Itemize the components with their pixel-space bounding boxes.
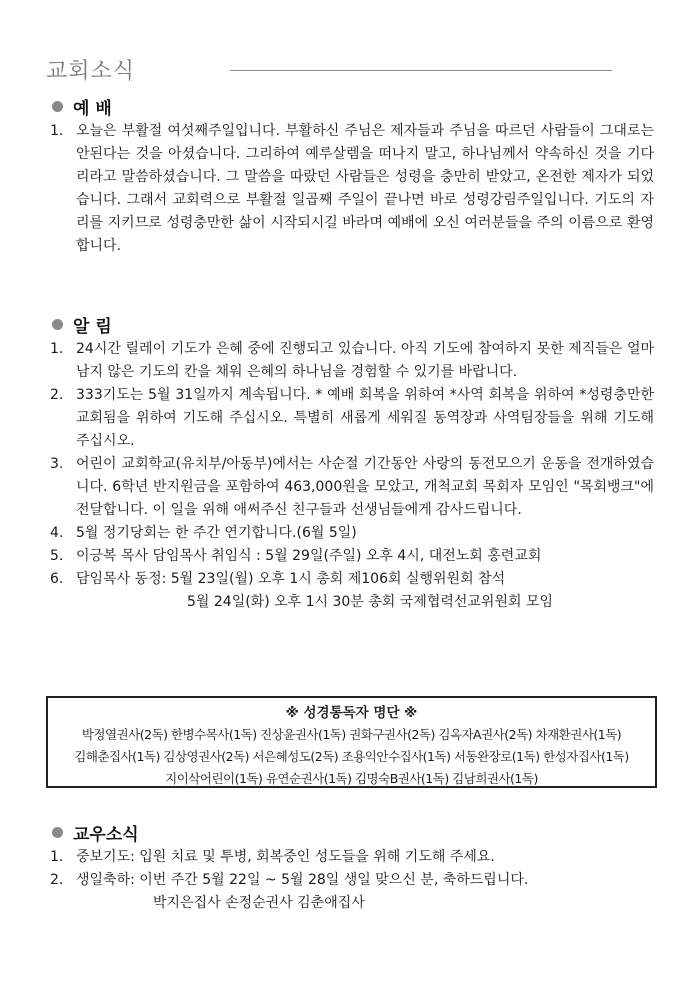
members-list [50,846,654,915]
list-item [50,120,654,258]
section-heading-members [52,820,139,845]
item-number: 3. [50,456,64,472]
worship-list [50,120,654,258]
list-item [50,846,654,869]
list-item [50,545,654,568]
item-text: 어린이 교회학교(유치부/아동부)에서는 사순절 기간동안 사랑의 동전모으기 운동을 전개하였습니다. 6학년 반지원금을 포함하여 463,000원을 모았고, 개척교회 목회자 모임인 "목회뱅크"에 전달합니다. 이 일을 위해 애써주신 친구들과 선생님들에게 감사드립니다. [76,456,654,518]
bullet-icon [52,319,63,330]
item-text: 담임목사 동정: 5월 23일(월) 오후 1시 총회 제106회 실행위원회 참석 [76,571,506,587]
item-text: 중보기도: 입원 치료 및 투병, 회복중인 성도들을 위해 기도해 주세요. [76,849,495,865]
readers-line: 지이삭어린이(1독) 유연순권사(1독) 김명숙B권사(1독) 김남희권사(1독) [165,771,538,786]
list-item [50,453,654,522]
item-continuation: 5월 24일(화) 오후 1시 30분 총회 국제협력선교위원회 모임 [187,594,553,610]
readers-title: ※ 성경통독자 명단 ※ [285,705,418,721]
item-number: 1. [50,123,64,139]
item-number: 2. [50,387,64,403]
item-number: 1. [50,849,64,865]
section-heading-notices [52,312,112,337]
item-text: 333기도는 5월 31일까지 계속됩니다. * 예배 회복을 위하여 *사역 회복을 위하여 *성령충만한 교회됨을 위하여 기도해 주십시오. 특별히 새롭게 세워질 동역장과 사역팀장들을 위해 기도해 주십시오. [76,387,654,449]
readers-line: 박정열권사(2독) 한병수목사(1독) 진상윤권사(1독) 권화구권사(2독) 김옥자A권사(2독) 차재환권사(1독) [81,727,622,742]
list-item [50,568,654,591]
worship-heading: 예 배 [73,99,112,119]
list-item [50,384,654,453]
members-heading: 교우소식 [73,825,139,845]
list-item [50,522,654,545]
item-text: 5월 정기당회는 한 주간 연기합니다.(6월 5일) [76,525,357,541]
bullet-icon [52,101,63,112]
item-number: 5. [50,548,64,564]
item-number: 4. [50,525,64,541]
item-number: 2. [50,872,64,888]
bullet-icon [52,827,63,838]
notices-heading: 알 림 [73,317,112,337]
item-number: 1. [50,341,64,357]
bible-readers-box [46,696,657,788]
birthday-names: 박지은집사 손정순권사 김춘애집사 [153,895,365,911]
item-text: 24시간 릴레이 기도가 은혜 중에 진행되고 있습니다. 아직 기도에 참여하지 못한 제직들은 얼마남지 않은 기도의 칸을 채워 은혜의 하나님을 경험할 수 있기를 바랍니다. [76,341,654,380]
list-item [50,338,654,384]
item-text: 생일축하: 이번 주간 5월 22일 ~ 5월 28일 생일 맞으신 분, 축하드립니다. [76,872,529,888]
item-text: 이긍복 목사 담임목사 취임식 : 5월 29일(주일) 오후 4시, 대전노회 홍련교회 [76,548,542,564]
page-title: 교회소식 [46,59,136,84]
notices-list [50,338,654,614]
readers-line: 김해춘집사(1독) 김상영권사(2독) 서은혜성도(2독) 조용익안수집사(1독) 서동완장로(1독) 한성자집사(1독) [74,749,629,764]
list-item [50,869,654,892]
item-number: 6. [50,571,64,587]
title-divider [230,70,612,71]
section-heading-worship [52,94,112,119]
item-text: 오늘은 부활절 여섯째주일입니다. 부활하신 주님은 제자들과 주님을 따르던 사람들이 그대로는 안된다는 것을 아셨습니다. 그리하여 예루살렘을 떠나지 말고, 하나님께서 약속하신 것을 기다리라고 말씀하셨습니다. 그 말씀을 따랐던 사람들은 성령을 충만히 받았고, 온전한 제자가 되었습니다. 그래서 교회력으로 부활절 일곱째 주일이 끝나면 바로 성령강림주일입니다. 기도의 자리를 지키므로 성령충만한 삶이 시작되시길 바라며 예배에 오신 여러분들을 주의 이름으로 환영합니다. [76,123,654,254]
